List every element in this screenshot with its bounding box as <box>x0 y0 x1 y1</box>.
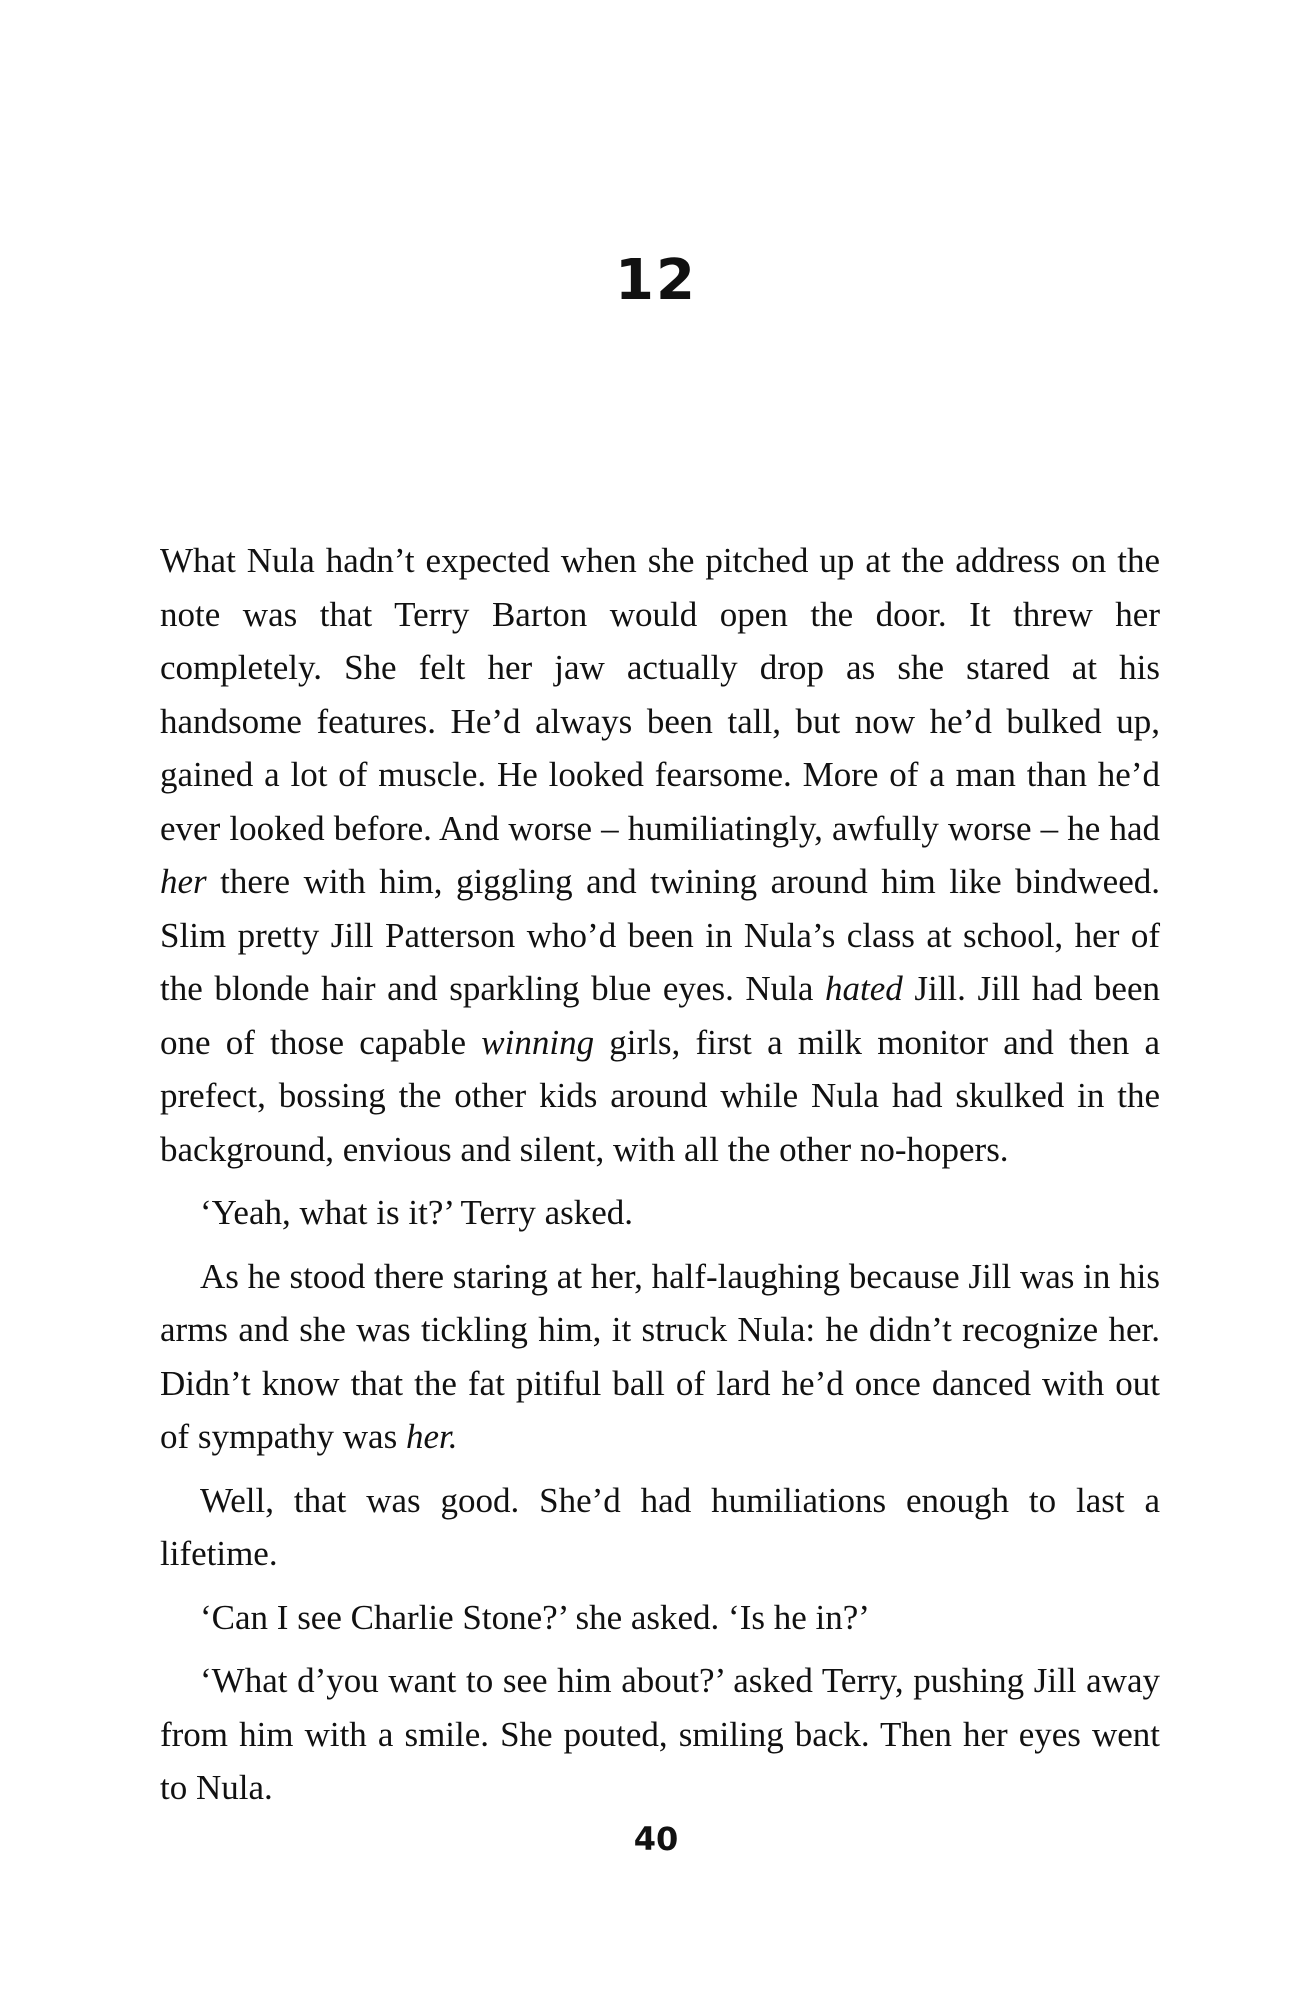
text-segment: Well, that was good. She’d had humiliations enough to last a lifetime. <box>160 1480 1160 1573</box>
text-segment: ‘What d’you want to see him about?’ asked Terry, pushing Jill away from him with a smile. She pouted, smiling back. Then her eyes went to Nula. <box>160 1661 1160 1807</box>
text-segment: ‘Can I see Charlie Stone?’ she asked. ‘Is he in?’ <box>200 1597 870 1637</box>
text-segment: girls, first a milk monitor and then a prefect, bossing the other kids around while Nula had skulked in the background, envious and silent, with all the other no-hopers. <box>160 1022 1160 1169</box>
italic-text: winning <box>481 1022 595 1062</box>
text-segment: As he stood there staring at her, half-laughing because Jill was in his arms and she was tickling him, it struck Nula: he didn’t recognize her. Didn’t know that the fat pitiful ball of lard he’d once danced with out of sympathy was <box>160 1256 1160 1456</box>
paragraph <box>160 1591 1160 1645</box>
chapter-number: 12 <box>615 248 697 313</box>
paragraph <box>160 1474 1160 1581</box>
italic-text: her. <box>405 1417 458 1456</box>
text-segment: there with him, giggling and twining around him like bindweed. Slim pretty Jill Patterson who’d been in Nula’s class at school, her of the blonde hair and sparkling blue eyes. Nula <box>160 862 1160 1008</box>
chapter-body <box>160 534 1160 1815</box>
paragraph <box>160 534 1160 1176</box>
italic-text: her <box>160 862 207 901</box>
page-number: 40 <box>633 1820 679 1858</box>
paragraph <box>160 1654 1160 1815</box>
paragraph <box>160 1186 1160 1240</box>
text-segment: What Nula hadn’t expected when she pitched up at the address on the note was that Terry Barton would open the door. It threw her completely. She felt her jaw actually drop as she stared at his handsome features. He’d always been tall, but now he’d bulked up, gained a lot of muscle. He looked fearsome. More of a man than he’d ever looked before. And worse – humiliatingly, awfully worse – he had <box>160 541 1160 848</box>
text-segment: Jill. Jill had been one of those capable <box>160 969 1160 1062</box>
italic-text: hated <box>825 969 903 1008</box>
paragraph <box>160 1250 1160 1464</box>
text-segment: ‘Yeah, what is it?’ Terry asked. <box>200 1193 634 1232</box>
